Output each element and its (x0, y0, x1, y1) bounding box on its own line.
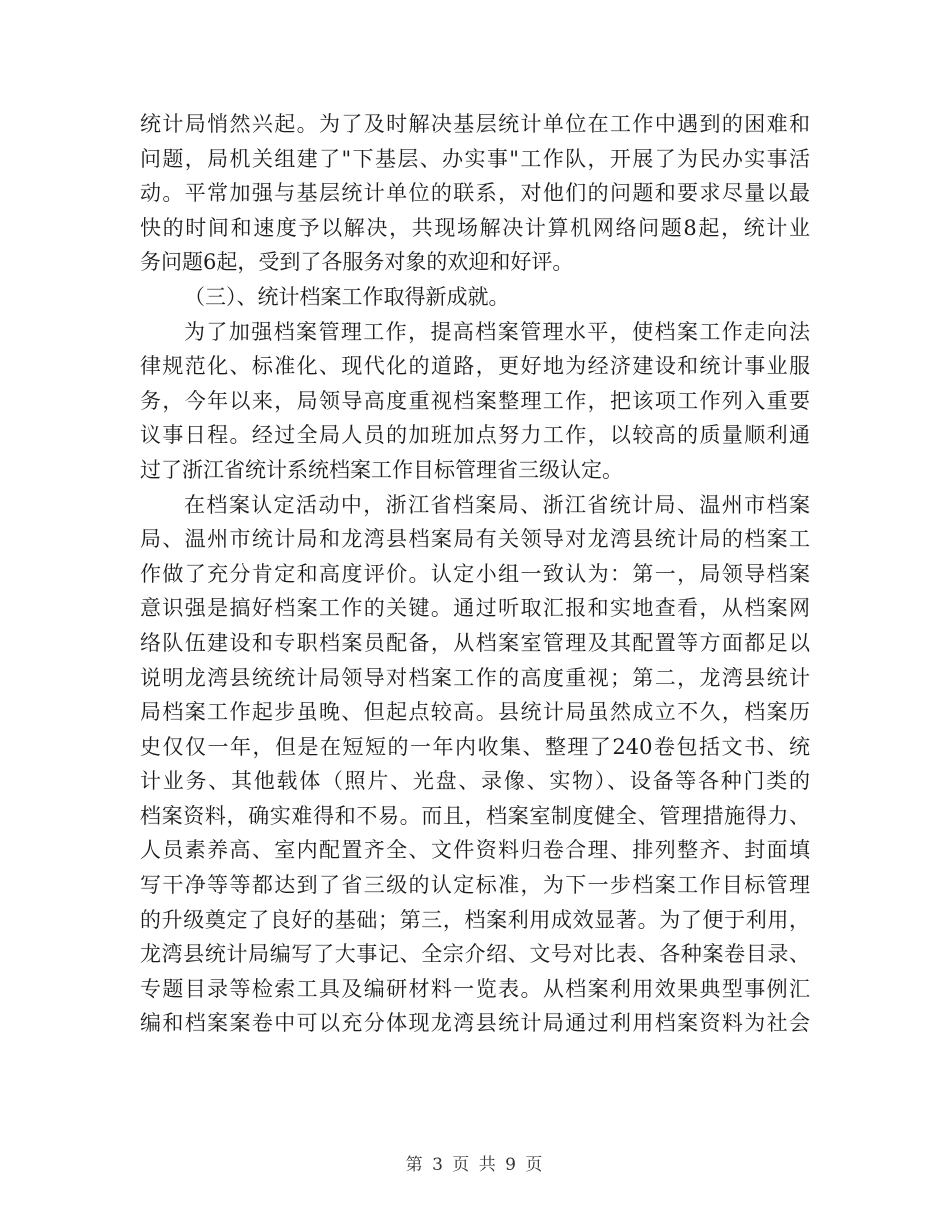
section-heading (140, 280, 810, 315)
text-line: 说明龙湾县统统计局领导对档案工作的高度重视；第二，龙湾县统计 (140, 665, 810, 690)
text-line: 编和档案案卷中可以充分体现龙湾县统计局通过利用档案资料为社会 (140, 1011, 810, 1036)
text-line: 意识强是搞好档案工作的关键。通过听取汇报和实地查看，从档案网 (140, 596, 810, 621)
text-line: 计业务、其他载体（照片、光盘、录像、实物）、设备等各种门类的 (140, 769, 810, 794)
text-line: 问题，局机关组建了"下基层、办实事"工作队，开展了为民办实事活 (140, 146, 810, 171)
text-line: 在档案认定活动中，浙江省档案局、浙江省统计局、温州市档案 (184, 492, 810, 517)
text-line: 作做了充分肯定和高度评价。认定小组一致认为：第一，局领导档案 (140, 561, 810, 586)
paragraph-archive-management (140, 315, 810, 488)
paragraph-continuation (140, 107, 810, 280)
text-line: 议事日程。经过全局人员的加班加点努力工作，以较高的质量顺利通 (140, 423, 810, 448)
text-line: 务问题6起，受到了各服务对象的欢迎和好评。 (140, 250, 574, 275)
text-line: 过了浙江省统计系统档案工作目标管理省三级认定。 (140, 457, 623, 482)
text-line: 人员素养高、室内配置齐全、文件资料归卷合理、排列整齐、封面填 (140, 838, 810, 863)
text-line: 史仅仅一年，但是在短短的一年内收集、整理了240卷包括文书、统 (140, 734, 810, 759)
document-body (140, 107, 810, 1041)
text-line: 的升级奠定了良好的基础；第三，档案利用成效显著。为了便于利用， (140, 907, 810, 932)
text-line: 统计局悄然兴起。为了及时解决基层统计单位在工作中遇到的困难和 (140, 112, 810, 136)
text-line: 动。平常加强与基层统计单位的联系，对他们的问题和要求尽量以最 (140, 181, 810, 206)
text-line: 快的时间和速度予以解决，共现场解决计算机网络问题8起，统计业 (140, 215, 810, 240)
text-line: 局档案工作起步虽晚、但起点较高。县统计局虽然成立不久，档案历 (140, 700, 810, 725)
text-line: 络队伍建设和专职档案员配备，从档案室管理及其配置等方面都足以 (140, 630, 810, 655)
text-line: 龙湾县统计局编写了大事记、全宗介绍、文号对比表、各种案卷目录、 (140, 942, 810, 967)
text-line: 档案资料，确实难得和不易。而且，档案室制度健全、管理措施得力、 (140, 803, 810, 828)
text-line: 律规范化、标准化、现代化的道路，更好地为经济建设和统计事业服 (140, 354, 810, 379)
page-number-label: 第 3 页 共 9 页 (405, 1155, 545, 1175)
text-line: 写干净等等都达到了省三级的认定标准，为下一步档案工作目标管理 (140, 873, 810, 898)
text-line: 专题目录等检索工具及编研材料一览表。从档案利用效果典型事例汇 (140, 976, 810, 1001)
text-line: 务，今年以来，局领导高度重视档案整理工作，把该项工作列入重要 (140, 388, 810, 413)
heading-line: （三）、统计档案工作取得新成就。 (184, 284, 510, 309)
text-line: 局、温州市统计局和龙湾县档案局有关领导对龙湾县统计局的档案工 (140, 527, 810, 552)
text-line: 为了加强档案管理工作，提高档案管理水平，使档案工作走向法 (184, 319, 810, 344)
page-footer (0, 1150, 950, 1175)
paragraph-archive-certification (140, 488, 810, 1042)
